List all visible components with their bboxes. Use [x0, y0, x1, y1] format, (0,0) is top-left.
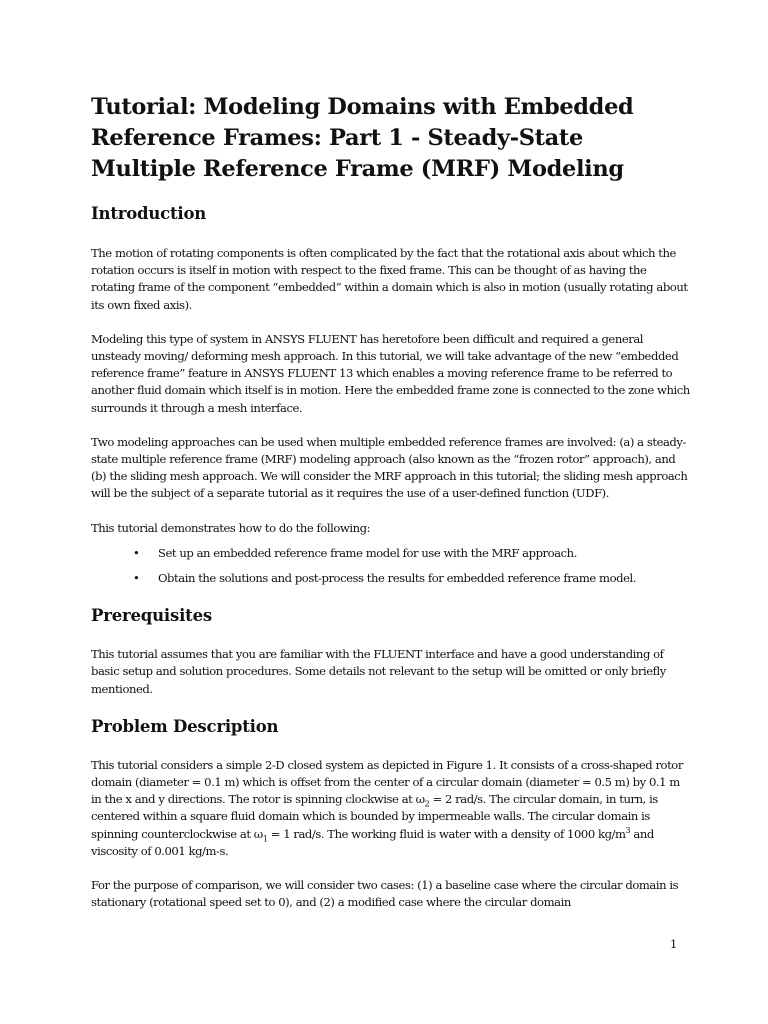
problem-description-paragraph-2: For the purpose of comparison, we will consider two cases: (1) a baseline case where the circular domain is stationary (rotational speed set to 0), and (2) a modified case where the circular domain [91, 878, 679, 910]
subscript: 1 [262, 833, 268, 843]
text-run: = 1 rad/s. The working fluid is water with a density of 1000 kg/m [267, 826, 626, 841]
text-run: = 2 rad/s. The circular domain, in turn, is centered within a square fluid domain which is bounded by impermeable walls. The circular domain is spinning counterclockwise at ω [91, 792, 658, 841]
prerequisites-paragraph: This tutorial assumes that you are familiar with the FLUENT interface and have a good understanding of basic setup and solution procedures. Some details not relevant to the setup will be omitted or only briefly mentioned. [91, 647, 666, 696]
introduction-paragraph-2: Modeling this type of system in ANSYS FLUENT has heretofore been difficult and required a general unsteady moving/ deforming mesh approach. In this tutorial, we will take advantage of the new “embedded reference frame” feature in ANSYS FLUENT 13 which enables a moving reference frame to be referred to another fluid domain which itself is in motion. Here the embedded frame zone is connected to the zone which surrounds it through a mesh interface. [91, 331, 690, 415]
text-run: This tutorial considers a simple 2-D closed system as depicted in Figure 1. It consists of a cross-shaped rotor domain (diameter = 0.1 m) which is offset from the center of a circular domain (diameter = 0.5 m) by 0.1 m in the x and y directions. The rotor is spinning clockwise at ω [91, 757, 683, 807]
page-number: 1 [670, 937, 678, 951]
page-content [91, 92, 691, 911]
problem-description-paragraph-1 [91, 757, 691, 860]
objectives-list [91, 545, 691, 587]
list-item-text: Obtain the solutions and post-process the results for embedded reference frame model. [158, 571, 636, 586]
document-title: Tutorial: Modeling Domains with Embedded Reference Frames: Part 1 - Steady-State Multiple Reference Frame (MRF) Modeling [91, 94, 634, 182]
bullet-icon: • [133, 571, 140, 586]
introduction-paragraph-3: Two modeling approaches can be used when multiple embedded reference frames are involved: (a) a steady-state multiple reference frame (MRF) modeling approach (also known as the “frozen rotor” approach), and (b) the sliding mesh approach. We will consider the MRF approach in this tutorial; the sliding mesh approach will be the subject of a separate tutorial as it requires the use of a user-defined function (UDF). [91, 434, 688, 501]
superscript: 3 [625, 825, 631, 835]
bullet-icon: • [133, 545, 140, 560]
section-heading-introduction: Introduction [91, 204, 207, 223]
section-heading-prerequisites: Prerequisites [91, 606, 212, 626]
introduction-paragraph-1: The motion of rotating components is often complicated by the fact that the rotational axis about which the rotation occurs is itself in motion with respect to the fixed frame. This can be thought of as having the rotating frame of the component “embedded” within a domain which is also in motion (usually rotating about its own fixed axis). [91, 246, 688, 312]
list-item [91, 570, 691, 587]
text-run: and viscosity of 0.001 kg/m-s. [91, 826, 654, 858]
section-heading-problem-description: Problem Description [91, 716, 279, 736]
list-item [91, 545, 691, 562]
list-item-text: Set up an embedded reference frame model for use with the MRF approach. [158, 545, 577, 560]
subscript: 2 [424, 799, 430, 809]
introduction-paragraph-4: This tutorial demonstrates how to do the following: [91, 520, 371, 535]
